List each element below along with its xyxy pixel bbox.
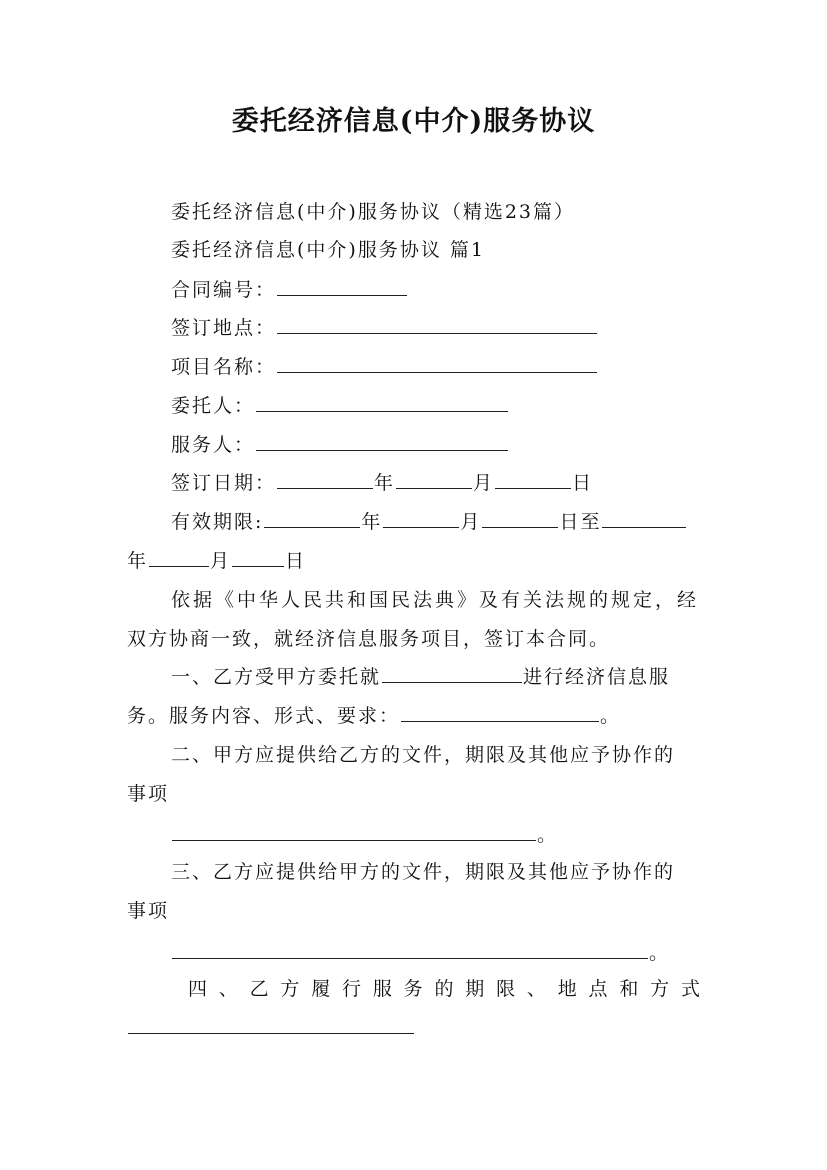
basis-paragraph-line2: 双方协商一致，就经济信息服务项目，签订本合同。: [127, 628, 611, 650]
day-text: 日: [285, 550, 307, 572]
item4-blank[interactable]: [128, 1015, 414, 1034]
item1-subject-blank[interactable]: [382, 664, 522, 683]
period-text: 。: [600, 705, 622, 727]
contract-number-row: [171, 276, 408, 304]
month-text: 月: [460, 511, 482, 533]
day-text: 日: [572, 472, 594, 494]
contract-number-blank[interactable]: [277, 277, 407, 296]
project-name-blank[interactable]: [277, 354, 597, 373]
sign-place-row: [171, 314, 598, 342]
valid-period-row: [171, 508, 687, 536]
sign-place-blank[interactable]: [277, 315, 597, 334]
item1-text-c: 务。服务内容、形式、要求：: [127, 705, 401, 727]
item2-line1: 二、甲方应提供给乙方的文件，期限及其他应予协作的: [171, 744, 676, 766]
client-row: [171, 392, 509, 420]
month-text: 月: [473, 472, 495, 494]
sign-month-blank[interactable]: [396, 470, 472, 489]
valid-period-label: 有效期限:: [171, 511, 264, 533]
project-name-row: [171, 353, 598, 381]
item3-blank[interactable]: [172, 940, 648, 959]
subtitle-line: 委托经济信息(中介)服务协议（精选23篇）: [171, 201, 576, 223]
section-heading: 委托经济信息(中介)服务协议 篇1: [171, 239, 485, 261]
item1-line1: [171, 663, 670, 691]
day-to-text: 日至: [559, 511, 602, 533]
item1-content-blank[interactable]: [401, 703, 599, 722]
item1-line2: [127, 702, 621, 730]
valid-end-month-blank[interactable]: [149, 548, 209, 567]
server-label: 服务人：: [171, 434, 256, 456]
server-row: [171, 431, 509, 459]
valid-start-year-blank[interactable]: [264, 509, 360, 528]
valid-end-day-blank[interactable]: [232, 548, 284, 567]
client-label: 委托人：: [171, 395, 256, 417]
item2-matters: 事项: [127, 783, 170, 805]
item1-text-b: 进行经济信息服: [523, 666, 671, 688]
item2-blank-row: [171, 821, 558, 849]
valid-period-row-cont: [127, 547, 306, 575]
item3-blank-row: [171, 939, 670, 967]
document-title: 委托经济信息(中介)服务协议: [231, 106, 596, 137]
contract-number-label: 合同编号：: [171, 279, 277, 301]
month-text: 月: [210, 550, 232, 572]
item1-text-a: 一、乙方受甲方委托就: [171, 666, 382, 688]
item3-line1: 三、乙方应提供给甲方的文件，期限及其他应予协作的: [171, 861, 676, 883]
valid-end-year-blank[interactable]: [602, 509, 686, 528]
valid-start-day-blank[interactable]: [482, 509, 558, 528]
period-text: 。: [537, 824, 559, 846]
period-text: 。: [649, 942, 671, 964]
sign-year-blank[interactable]: [277, 470, 373, 489]
sign-day-blank[interactable]: [495, 470, 571, 489]
sign-date-label: 签订日期：: [171, 472, 277, 494]
year-text: 年: [374, 472, 396, 494]
basis-paragraph-line1: 依据《中华人民共和国民法典》及有关法规的规定，经: [171, 589, 700, 611]
item3-matters: 事项: [127, 900, 170, 922]
valid-start-month-blank[interactable]: [383, 509, 459, 528]
year-text: 年: [361, 511, 383, 533]
client-blank[interactable]: [256, 393, 508, 412]
sign-place-label: 签订地点：: [171, 317, 277, 339]
server-blank[interactable]: [256, 432, 508, 451]
item4-line1: 四、乙方履行服务的期限、地点和方式: [188, 978, 700, 1000]
year-text: 年: [127, 550, 149, 572]
item2-blank[interactable]: [172, 822, 536, 841]
sign-date-row: [171, 469, 593, 497]
project-name-label: 项目名称：: [171, 356, 277, 378]
item4-blank-row: [127, 1014, 415, 1042]
